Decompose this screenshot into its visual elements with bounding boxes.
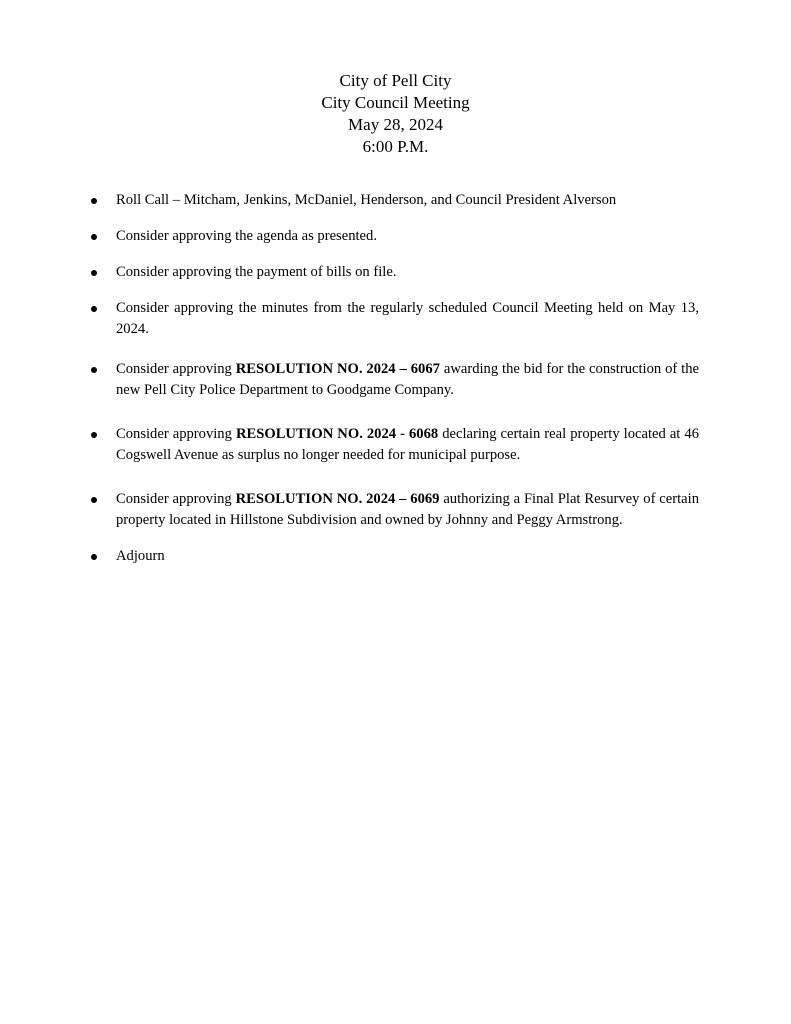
agenda-item-prefix: Consider approving: [116, 426, 236, 442]
agenda-item-resolution-6068: [91, 424, 699, 466]
agenda-item-approve-agenda: [91, 226, 699, 247]
meeting-time: 6:00 P.M.: [362, 137, 429, 156]
agenda-item-roll-call: [91, 190, 699, 211]
agenda-item-suffix: declaring certain real property located at 46 Cogswell Avenue as surplus no longer needed for municipal purpose.: [116, 426, 699, 463]
meeting-date: May 28, 2024: [348, 115, 443, 134]
agenda-item-text: Consider approving the agenda as presented.: [116, 228, 377, 244]
agenda-item-payment-of-bills: [91, 262, 699, 283]
agenda-item-text: Adjourn: [116, 548, 165, 564]
agenda-item-text: Consider approving the minutes from the regularly scheduled Council Meeting held on May 13, 2024.: [116, 300, 699, 337]
agenda-item-text: Consider approving the payment of bills on file.: [116, 264, 397, 280]
bullet-icon: [91, 198, 97, 204]
agenda-item-text: Roll Call – Mitcham, Jenkins, McDaniel, Henderson, and Council President Alverson: [116, 192, 617, 208]
bullet-icon: [91, 497, 97, 503]
bullet-icon: [91, 234, 97, 240]
agenda-item-prefix: Consider approving: [116, 491, 236, 507]
agenda-item-suffix: authorizing a Final Plat Resurvey of certain property located in Hillstone Subdivision and owned by Johnny and Peggy Armstrong.: [116, 491, 699, 528]
resolution-number: RESOLUTION NO. 2024 - 6068: [235, 426, 439, 442]
agenda-item-prefix: Consider approving: [116, 361, 236, 377]
agenda-item-resolution-6069: [91, 489, 699, 531]
agenda-item-resolution-6067: [91, 359, 699, 401]
city-name: City of Pell City: [339, 71, 452, 90]
bullet-icon: [91, 554, 97, 560]
bullet-icon: [91, 432, 97, 438]
meeting-title: City Council Meeting: [321, 93, 470, 112]
bullet-icon: [91, 270, 97, 276]
meeting-header: [0, 70, 791, 158]
agenda-item-minutes: [91, 298, 699, 340]
agenda-list: [91, 190, 699, 567]
resolution-number: RESOLUTION NO. 2024 – 6067: [235, 361, 440, 377]
bullet-icon: [91, 367, 97, 373]
resolution-number: RESOLUTION NO. 2024 – 6069: [235, 491, 440, 507]
bullet-icon: [91, 306, 97, 312]
agenda-item-suffix: awarding the bid for the construction of the new Pell City Police Department to Goodgame Company.: [116, 361, 700, 398]
agenda-item-adjourn: [91, 546, 699, 567]
